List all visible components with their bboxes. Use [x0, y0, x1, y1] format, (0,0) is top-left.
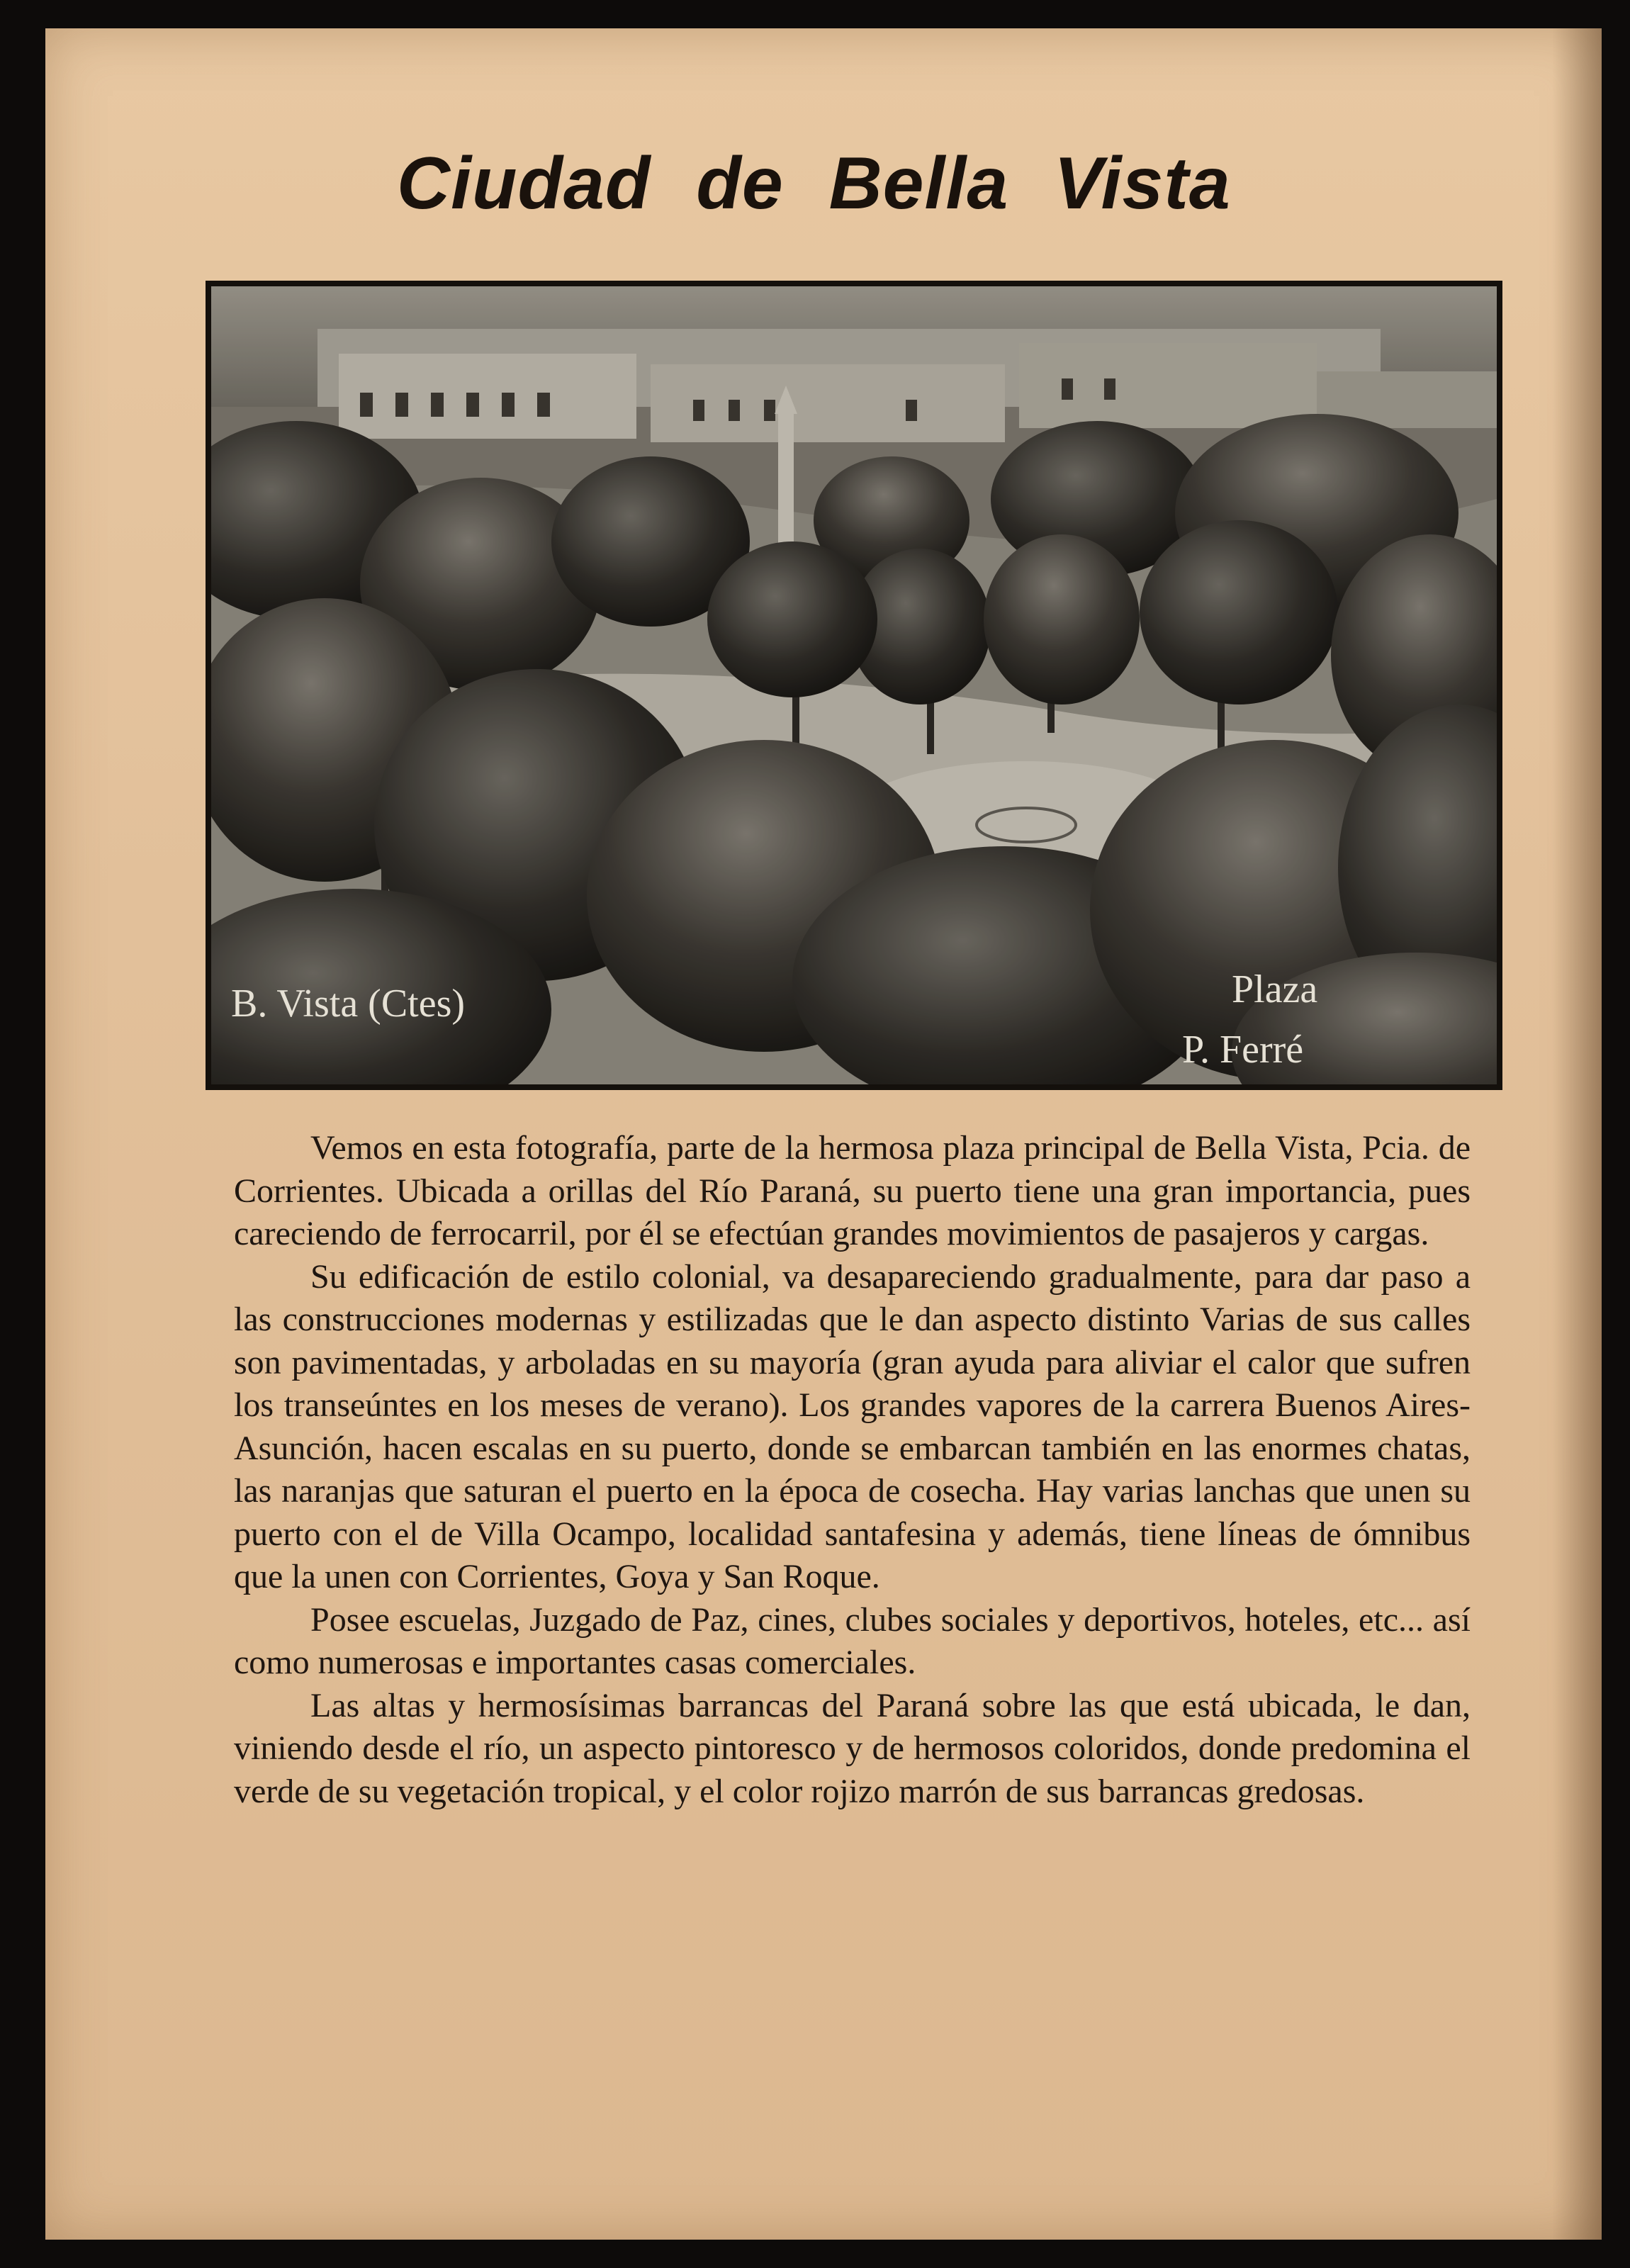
paragraph-2: Su edificación de estilo colonial, va desapareciendo gradualmente, para dar paso a las construcciones modernas y estilizadas que le dan aspecto distinto Varias de sus calles son pavimentadas, y arboladas en su mayoría (gran ayuda para aliviar el calor que sufren los transeúntes en los meses de verano). Los grandes vapores de la carrera Buenos Aires-Asunción, hacen escalas en su puerto, donde se embarcan también en las enormes chatas, las naranjas que saturan el puerto en la época de cosecha. Hay varias lanchas que unen su puerto con el de Villa Ocampo, localidad santafesina y además, tiene líneas de ómnibus que la unen con Corrientes, Goya y San Roque.: [234, 1257, 1471, 1595]
article-body: [234, 1127, 1471, 1813]
plaza-photo-illustration: [211, 286, 1497, 1084]
paragraph-3: Posee escuelas, Juzgado de Paz, cines, clubes sociales y deportivos, hoteles, etc... así como numerosas e importantes casas comerciales.: [234, 1600, 1471, 1681]
paragraph-4: Las altas y hermosísimas barrancas del Paraná sobre las que está ubicada, le dan, viniendo desde el río, un aspecto pintoresco y de hermosos coloridos, donde predomina el verde de su vegetación tropical, y el color rojizo marrón de sus barrancas gredosas.: [234, 1686, 1471, 1810]
photo-caption-right-line1: Plaza: [1232, 967, 1318, 1011]
plaza-photograph: [206, 281, 1502, 1090]
spine-shadow: [1552, 28, 1602, 2240]
paragraph-1: Vemos en esta fotografía, parte de la hermosa plaza principal de Bella Vista, Pcia. de Corrientes. Ubicada a orillas del Río Paraná, su puerto tiene una gran importancia, pues careciendo de ferrocarril, por él se efectúan grandes movimientos de pasajeros y cargas.: [234, 1129, 1471, 1252]
photo-caption-right-line2: P. Ferré: [1182, 1028, 1304, 1072]
photo-caption-left: B. Vista (Ctes): [231, 982, 466, 1026]
article-title: Ciudad de Bella Vista: [397, 142, 1231, 225]
